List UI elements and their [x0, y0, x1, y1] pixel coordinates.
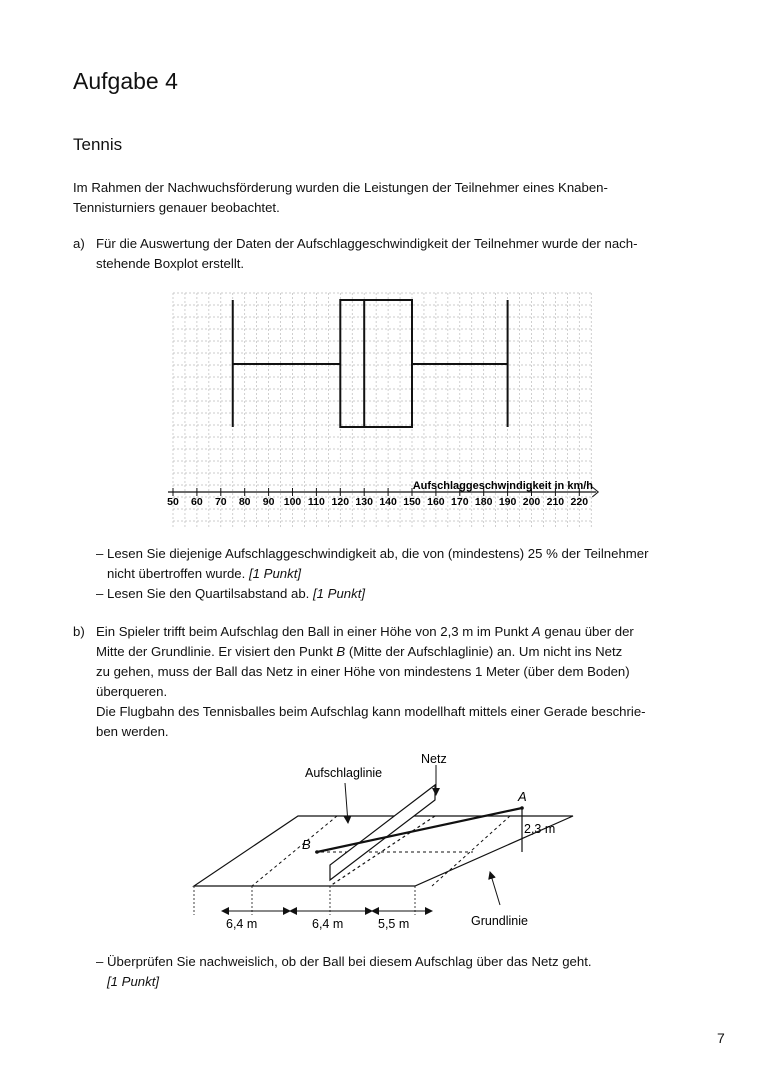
point-a-ref: A	[531, 624, 541, 639]
x-tick-label: 210	[546, 496, 565, 508]
point-b-ref: B	[336, 644, 346, 659]
x-tick-label: 110	[307, 496, 325, 508]
task-a1-text: nicht übertroffen wurde.	[107, 566, 249, 581]
task-a1-line-1: – Lesen Sie diejenige Aufschlaggeschwindigkeit ab, die von (mindestens) 25 % der Teilnehmer	[96, 546, 649, 561]
far-line	[432, 816, 510, 886]
x-tick-label: 60	[191, 496, 203, 508]
part-a-line-2: stehende Boxplot erstellt.	[96, 256, 245, 271]
x-tick-label: 160	[427, 496, 445, 508]
box-iqr	[340, 300, 412, 427]
task-b1-points: [1 Punkt]	[107, 974, 160, 989]
baseline-label: Grundlinie	[471, 914, 528, 928]
intro-line-2: Tennisturniers genauer beobachtet.	[73, 200, 280, 215]
point-b	[315, 850, 319, 854]
part-b-line-1-post: genau über der	[540, 624, 634, 639]
service-line-pointer	[345, 783, 348, 823]
part-b-line-4: überqueren.	[96, 684, 168, 699]
point-a	[520, 806, 524, 810]
part-b-line-1	[96, 622, 696, 642]
dim-3-label: 5,5 m	[378, 917, 410, 931]
boxplot-marks	[233, 300, 508, 427]
x-tick-label: 220	[570, 496, 589, 508]
baseline-pointer	[490, 872, 500, 905]
part-a-text	[96, 234, 696, 274]
part-a-label: a)	[73, 236, 85, 251]
part-b-text	[96, 622, 696, 742]
x-tick-label: 120	[331, 496, 350, 508]
intro-line-1: Im Rahmen der Nachwuchsförderung wurden die Leistungen der Teilnehmer eines Knaben-	[73, 180, 608, 195]
part-a-tasks	[96, 544, 716, 604]
x-tick-label: 200	[522, 496, 541, 508]
section-title: Tennis	[73, 135, 123, 154]
net-label: Netz	[421, 752, 447, 766]
x-tick-label: 130	[355, 496, 373, 508]
part-b-line-2	[96, 642, 696, 662]
part-b-task	[96, 952, 716, 992]
task-a2	[96, 584, 716, 604]
chart-grid	[173, 293, 591, 528]
x-tick-label: 180	[474, 496, 493, 508]
part-a-line-1: Für die Auswertung der Daten der Aufschlaggeschwindigkeit der Teilnehmer wurde der nach-	[96, 236, 638, 251]
part-b-line-2-pre: Mitte der Grundlinie. Er visiert den Punkt	[96, 644, 337, 659]
x-tick-label: 80	[238, 496, 251, 508]
x-tick-label: 70	[214, 496, 227, 508]
x-tick-label: 190	[498, 496, 517, 508]
task-a1-line-2	[96, 564, 716, 584]
part-b-line-6: ben werden.	[96, 724, 169, 739]
part-b-line-5: Die Flugbahn des Tennisballes beim Aufschlag kann modellhaft mittels einer Gerade beschrie-	[96, 704, 646, 719]
part-b-label: b)	[73, 624, 85, 639]
page-number: 7	[717, 1030, 725, 1046]
task-b1-line-1: – Überprüfen Sie nachweislich, ob der Ball bei diesem Aufschlag über das Netz geht.	[96, 954, 592, 969]
point-a-label: A	[518, 789, 527, 804]
x-tick-label: 90	[262, 496, 275, 508]
height-label: 2,3 m	[524, 822, 556, 836]
x-tick-label: 140	[379, 496, 397, 508]
page-title: Aufgabe 4	[73, 68, 178, 94]
part-b-line-2-post: (Mitte der Aufschlaglinie) an. Um nicht ins Netz	[345, 644, 623, 659]
x-tick-label: 150	[403, 496, 421, 508]
part-b-line-1-pre: Ein Spieler trifft beim Aufschlag den Ball in einer Höhe von 2,3 m im Punkt	[96, 624, 532, 639]
point-b-label: B	[302, 837, 311, 852]
task-a1-points: [1 Punkt]	[248, 566, 302, 581]
task-a2-points: [1 Punkt]	[313, 586, 366, 601]
boxplot-chart	[150, 288, 610, 533]
tennis-court-diagram	[180, 745, 600, 945]
dim-1-label: 6,4 m	[226, 917, 258, 931]
x-tick-label: 50	[167, 496, 179, 508]
dim-2-label: 6,4 m	[312, 917, 344, 931]
service-line-label: Aufschlaglinie	[305, 766, 383, 780]
x-axis-label: Aufschlaggeschwindigkeit in km/h	[412, 480, 593, 492]
part-b-line-3: zu gehen, muss der Ball das Netz in einer Höhe von mindestens 1 Meter (über dem Boden)	[96, 664, 630, 679]
x-tick-label: 170	[451, 496, 469, 508]
intro-paragraph	[73, 178, 693, 218]
task-a2-text: – Lesen Sie den Quartilsabstand ab.	[96, 586, 314, 601]
x-tick-label: 100	[283, 496, 302, 508]
